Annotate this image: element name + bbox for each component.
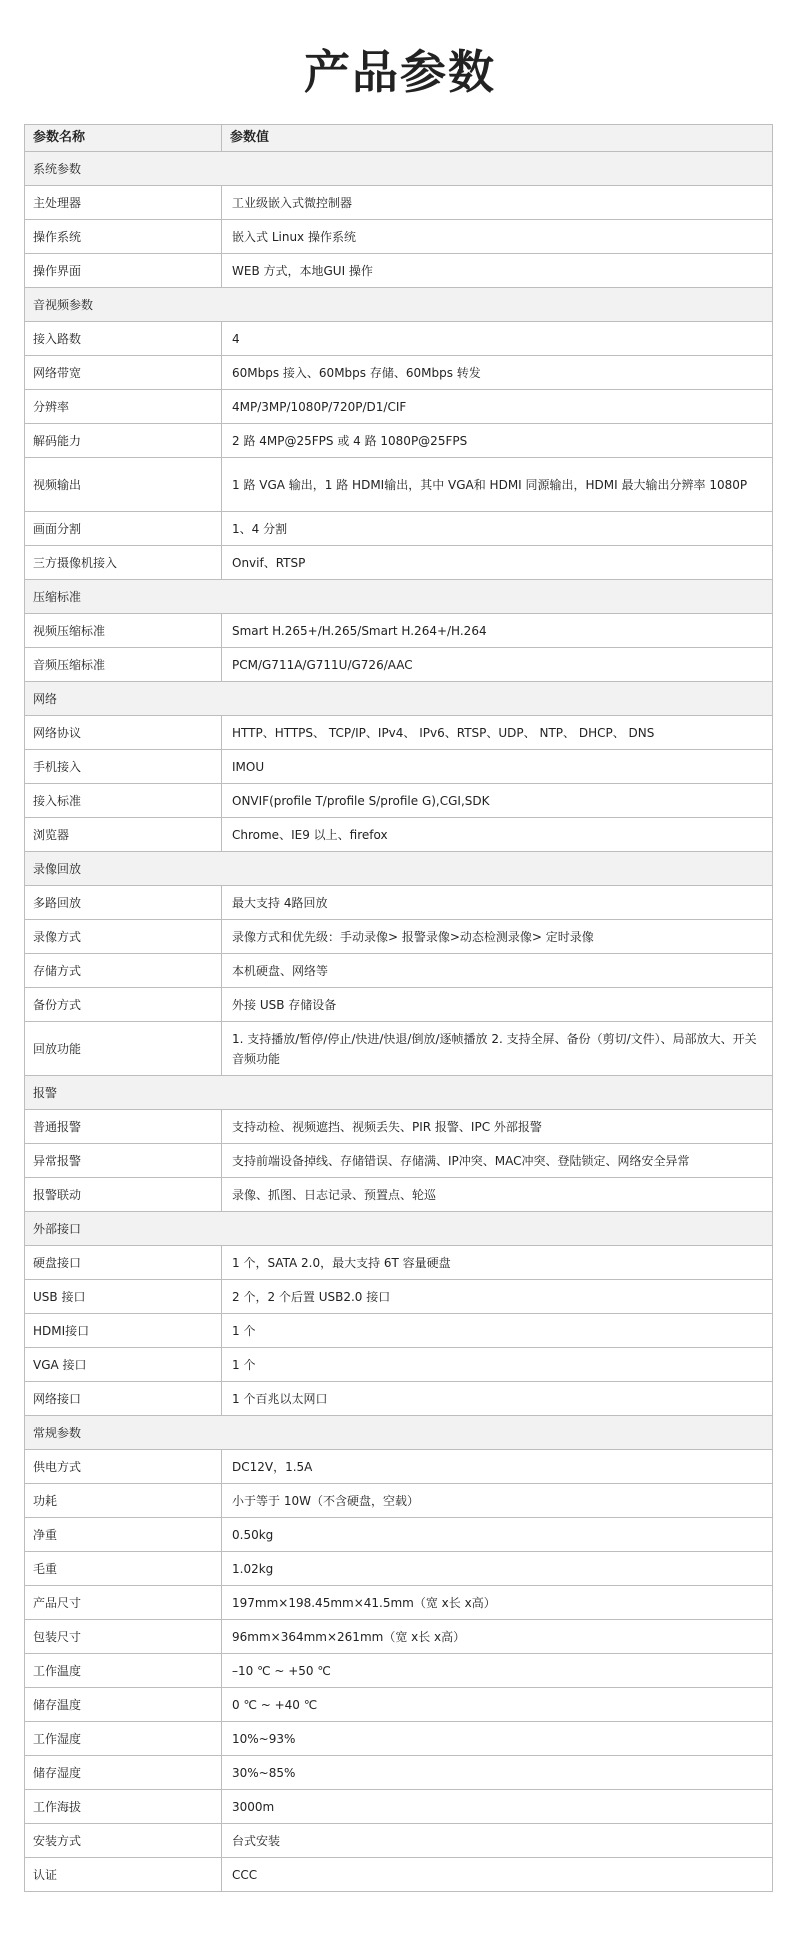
table-row	[25, 716, 773, 750]
param-value: 小于等于 10W（不含硬盘，空载）	[222, 1484, 773, 1518]
param-name: 回放功能	[25, 1022, 222, 1076]
table-row	[25, 1280, 773, 1314]
table-row	[25, 1688, 773, 1722]
param-name: 主处理器	[25, 186, 222, 220]
param-name: 网络带宽	[25, 356, 222, 390]
section-row	[25, 682, 773, 716]
param-value: 支持动检、视频遮挡、视频丢失、PIR 报警、IPC 外部报警	[222, 1110, 773, 1144]
param-name: 工作温度	[25, 1654, 222, 1688]
section-row	[25, 288, 773, 322]
param-value: 1.02kg	[222, 1552, 773, 1586]
section-title: 常规参数	[25, 1416, 773, 1450]
section-title: 压缩标准	[25, 580, 773, 614]
param-name: 产品尺寸	[25, 1586, 222, 1620]
section-title: 外部接口	[25, 1212, 773, 1246]
param-name: 报警联动	[25, 1178, 222, 1212]
param-value: 197mm×198.45mm×41.5mm（宽 x长 x高）	[222, 1586, 773, 1620]
table-row	[25, 1824, 773, 1858]
param-value: 1 个，SATA 2.0，最大支持 6T 容量硬盘	[222, 1246, 773, 1280]
param-name: 操作界面	[25, 254, 222, 288]
table-row	[25, 1586, 773, 1620]
table-row	[25, 1722, 773, 1756]
param-value: 台式安装	[222, 1824, 773, 1858]
param-name: 接入路数	[25, 322, 222, 356]
param-value: 96mm×364mm×261mm（宽 x长 x高）	[222, 1620, 773, 1654]
param-value: 0 ℃ ~ +40 ℃	[222, 1688, 773, 1722]
param-value: 最大支持 4路回放	[222, 886, 773, 920]
param-name: 录像方式	[25, 920, 222, 954]
spec-table-body	[25, 152, 773, 1892]
section-title: 报警	[25, 1076, 773, 1110]
param-name: 功耗	[25, 1484, 222, 1518]
header-name: 参数名称	[25, 125, 222, 152]
table-row	[25, 1484, 773, 1518]
section-title: 网络	[25, 682, 773, 716]
table-row	[25, 1450, 773, 1484]
table-row	[25, 254, 773, 288]
param-name: 硬盘接口	[25, 1246, 222, 1280]
table-row	[25, 220, 773, 254]
param-name: 毛重	[25, 1552, 222, 1586]
param-value: 1、4 分割	[222, 512, 773, 546]
param-name: 工作湿度	[25, 1722, 222, 1756]
table-row	[25, 1178, 773, 1212]
param-name: 供电方式	[25, 1450, 222, 1484]
section-title: 音视频参数	[25, 288, 773, 322]
param-name: 异常报警	[25, 1144, 222, 1178]
param-name: 接入标准	[25, 784, 222, 818]
table-row	[25, 1348, 773, 1382]
param-name: 视频压缩标准	[25, 614, 222, 648]
param-value: 2 路 4MP@25FPS 或 4 路 1080P@25FPS	[222, 424, 773, 458]
param-name: 网络接口	[25, 1382, 222, 1416]
table-row	[25, 648, 773, 682]
table-row	[25, 1790, 773, 1824]
table-row	[25, 322, 773, 356]
param-value: 支持前端设备掉线、存储错误、存储满、IP冲突、MAC冲突、登陆锁定、网络安全异常	[222, 1144, 773, 1178]
param-value: 工业级嵌入式微控制器	[222, 186, 773, 220]
table-row	[25, 750, 773, 784]
param-value: HTTP、HTTPS、 TCP/IP、IPv4、 IPv6、RTSP、UDP、 NTP、 DHCP、 DNS	[222, 716, 773, 750]
param-name: USB 接口	[25, 1280, 222, 1314]
table-row	[25, 886, 773, 920]
param-value: 1 个	[222, 1314, 773, 1348]
param-name: 画面分割	[25, 512, 222, 546]
table-row	[25, 1110, 773, 1144]
param-name: 浏览器	[25, 818, 222, 852]
param-value: 本机硬盘、网络等	[222, 954, 773, 988]
param-value: 4	[222, 322, 773, 356]
table-header-row	[25, 125, 773, 152]
param-value: 2 个，2 个后置 USB2.0 接口	[222, 1280, 773, 1314]
param-name: 多路回放	[25, 886, 222, 920]
section-row	[25, 852, 773, 886]
param-name: 备份方式	[25, 988, 222, 1022]
section-row	[25, 1212, 773, 1246]
param-name: 包装尺寸	[25, 1620, 222, 1654]
param-value: –10 ℃ ~ +50 ℃	[222, 1654, 773, 1688]
table-row	[25, 390, 773, 424]
table-row	[25, 818, 773, 852]
table-row	[25, 988, 773, 1022]
table-row	[25, 1756, 773, 1790]
table-row	[25, 1518, 773, 1552]
table-row	[25, 920, 773, 954]
param-name: HDMI接口	[25, 1314, 222, 1348]
param-value: 60Mbps 接入、60Mbps 存储、60Mbps 转发	[222, 356, 773, 390]
param-name: 网络协议	[25, 716, 222, 750]
param-value: 外接 USB 存储设备	[222, 988, 773, 1022]
table-row	[25, 1654, 773, 1688]
param-value: 4MP/3MP/1080P/720P/D1/CIF	[222, 390, 773, 424]
table-row	[25, 1144, 773, 1178]
param-name: 三方摄像机接入	[25, 546, 222, 580]
table-row	[25, 614, 773, 648]
param-name: 分辨率	[25, 390, 222, 424]
table-row	[25, 784, 773, 818]
section-title: 系统参数	[25, 152, 773, 186]
table-row	[25, 1022, 773, 1076]
param-value: 1 个	[222, 1348, 773, 1382]
table-row	[25, 1382, 773, 1416]
table-row	[25, 1858, 773, 1892]
param-value: 录像方式和优先级：手动录像> 报警录像>动态检测录像> 定时录像	[222, 920, 773, 954]
param-value: 录像、抓图、日志记录、预置点、轮巡	[222, 1178, 773, 1212]
param-name: 认证	[25, 1858, 222, 1892]
spec-table	[24, 124, 773, 1892]
param-value: ONVIF(profile T/profile S/profile G),CGI,SDK	[222, 784, 773, 818]
param-name: VGA 接口	[25, 1348, 222, 1382]
param-name: 储存温度	[25, 1688, 222, 1722]
param-value: IMOU	[222, 750, 773, 784]
table-row	[25, 458, 773, 512]
param-value: DC12V，1.5A	[222, 1450, 773, 1484]
param-name: 存储方式	[25, 954, 222, 988]
param-value: PCM/G711A/G711U/G726/AAC	[222, 648, 773, 682]
header-value: 参数值	[222, 125, 773, 152]
param-value: CCC	[222, 1858, 773, 1892]
param-name: 安装方式	[25, 1824, 222, 1858]
param-name: 普通报警	[25, 1110, 222, 1144]
section-row	[25, 580, 773, 614]
table-row	[25, 1552, 773, 1586]
param-value: 30%~85%	[222, 1756, 773, 1790]
param-value: Chrome、IE9 以上、firefox	[222, 818, 773, 852]
table-row	[25, 954, 773, 988]
param-name: 净重	[25, 1518, 222, 1552]
param-value: 10%~93%	[222, 1722, 773, 1756]
table-row	[25, 356, 773, 390]
table-row	[25, 424, 773, 458]
param-name: 工作海拔	[25, 1790, 222, 1824]
param-value: 0.50kg	[222, 1518, 773, 1552]
page-title: 产品参数	[304, 45, 496, 99]
param-value: 3000m	[222, 1790, 773, 1824]
param-name: 储存湿度	[25, 1756, 222, 1790]
table-row	[25, 1620, 773, 1654]
table-row	[25, 186, 773, 220]
table-row	[25, 512, 773, 546]
table-row	[25, 1314, 773, 1348]
param-name: 操作系统	[25, 220, 222, 254]
table-row	[25, 546, 773, 580]
param-value: WEB 方式，本地GUI 操作	[222, 254, 773, 288]
param-name: 解码能力	[25, 424, 222, 458]
param-value: 嵌入式 Linux 操作系统	[222, 220, 773, 254]
param-name: 手机接入	[25, 750, 222, 784]
section-row	[25, 1416, 773, 1450]
param-value: 1 路 VGA 输出，1 路 HDMI输出，其中 VGA和 HDMI 同源输出，HDMI 最大输出分辨率 1080P	[222, 458, 773, 512]
param-value: 1. 支持播放/暂停/停止/快进/快退/倒放/逐帧播放 2. 支持全屏、备份（剪切/文件）、局部放大、开关音频功能	[222, 1022, 773, 1076]
param-name: 视频输出	[25, 458, 222, 512]
section-row	[25, 152, 773, 186]
param-name: 音频压缩标准	[25, 648, 222, 682]
section-row	[25, 1076, 773, 1110]
param-value: Onvif、RTSP	[222, 546, 773, 580]
param-value: Smart H.265+/H.265/Smart H.264+/H.264	[222, 614, 773, 648]
table-row	[25, 1246, 773, 1280]
param-value: 1 个百兆以太网口	[222, 1382, 773, 1416]
section-title: 录像回放	[25, 852, 773, 886]
